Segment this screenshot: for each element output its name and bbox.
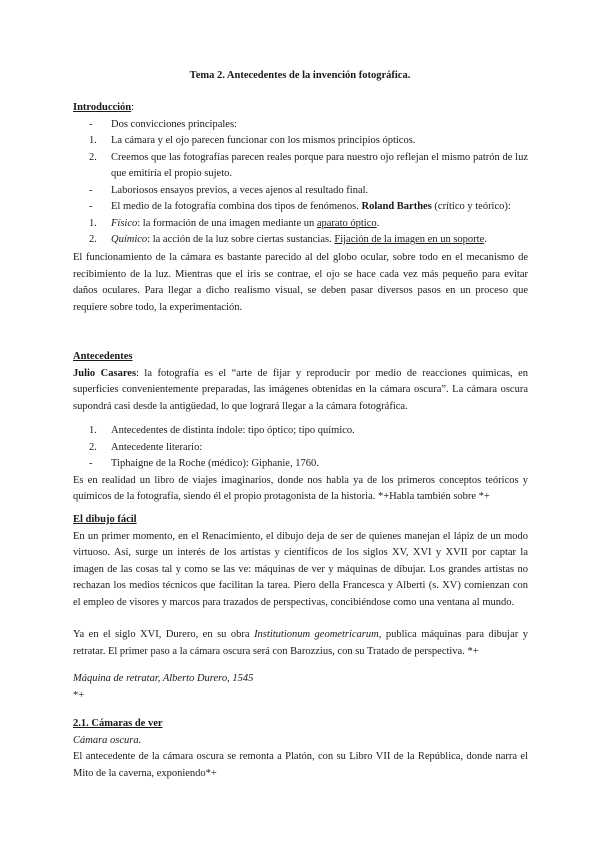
paragraph-text: El antecedente de la cámara oscura se remonta a Platón, con su Libro VII de la República, donde narra el Mito de la caverna, exponiendo*+ bbox=[73, 751, 528, 779]
antecedentes-heading: Antecedentes bbox=[73, 351, 133, 362]
list-item-text: Tiphaigne de la Roche (médico): Giphanie, 1760. bbox=[111, 458, 319, 469]
list-item-text: Laboriosos ensayos previos, a veces ajenos al resultado final. bbox=[111, 184, 369, 196]
list-marker: 2. bbox=[89, 234, 97, 245]
list-marker: 2. bbox=[89, 441, 97, 453]
term-fisico: Físico bbox=[111, 217, 138, 229]
figure-caption: Máquina de retratar, Alberto Durero, 1545 bbox=[73, 673, 254, 684]
camaras-heading: 2.1. Cámaras de ver bbox=[73, 718, 163, 729]
list-marker: 2. bbox=[89, 151, 97, 163]
list-marker: 1. bbox=[89, 217, 97, 229]
list-item-text-end: . bbox=[484, 234, 487, 245]
paragraph-text-end: , publica máquinas para dibujar y retratar. El primer paso a la cámara oscura será con Barozzius, con su Tratado de perspectiva. *+ bbox=[73, 629, 528, 657]
body-paragraph bbox=[73, 250, 528, 316]
list-item-text: Antecedente literario: bbox=[111, 441, 203, 453]
term-quimico: Químico bbox=[111, 234, 148, 245]
list-marker: - bbox=[89, 458, 93, 469]
list-marker: - bbox=[89, 201, 93, 212]
figure-caption-block bbox=[73, 671, 528, 704]
paragraph-text: : la fotografía es el “arte de fijar y reproducir por medio de reacciones químicas, en superficies convenientemente preparadas, las imágenes obtenidas en la cámara oscura”. La cámara oscura supondrá casi desde la antigüedad, lo que logrará llegar a la cámara fotográfica. bbox=[73, 367, 529, 412]
underlined-term: Fijación de la imagen en un soporte bbox=[334, 234, 485, 245]
list-marker: - bbox=[89, 118, 93, 130]
intro-section bbox=[73, 100, 528, 249]
list-item bbox=[73, 117, 528, 134]
list-item-text: Antecedentes de distinta índole: tipo óptico; tipo químico. bbox=[111, 425, 355, 436]
list-item bbox=[73, 456, 528, 473]
list-marker: 1. bbox=[89, 425, 97, 436]
list-item-text: El medio de la fotografía combina dos tipos de fenómenos. bbox=[111, 201, 362, 212]
antecedentes-section bbox=[73, 349, 528, 415]
paragraph-text: El funcionamiento de la cámara es bastante parecido al del globo ocular, sobre todo en el mecanismo de recibimiento de la luz. Mientras que el iris se contrae, el ojo se hace cada vez más pequeño para evitar daños oculares. Para llegar a dicho realismo visual, se deben pasar diversos pasos en un proceso que requiere sobre todo, la experimentación. bbox=[73, 252, 528, 313]
list-item bbox=[73, 150, 528, 183]
list-item-text: : la formación de una imagen mediante un bbox=[137, 217, 317, 229]
dibujo-heading: El dibujo fácil bbox=[73, 514, 137, 525]
camaras-subheading: Cámara oscura. bbox=[73, 734, 142, 746]
list-item bbox=[73, 183, 528, 200]
list-item-text: Dos convicciones principales: bbox=[111, 118, 237, 130]
paragraph-text: Ya en el siglo XVI, Durero, en su obra bbox=[73, 629, 255, 640]
author-name: Roland Barthes bbox=[361, 201, 432, 212]
list-marker: - bbox=[89, 184, 93, 196]
durero-paragraph bbox=[73, 627, 528, 660]
intro-heading-line bbox=[73, 100, 528, 117]
list-item bbox=[73, 133, 528, 150]
list-item bbox=[73, 423, 528, 440]
list-item bbox=[73, 232, 528, 249]
list-item bbox=[73, 199, 528, 216]
list-item bbox=[73, 216, 528, 233]
list-item-text: Creemos que las fotografías parecen reales porque para nuestro ojo reflejan el mismo patrón de luz que emitiría el propio sujeto. bbox=[111, 151, 528, 179]
camaras-section bbox=[73, 716, 528, 782]
list-item-text-end: (crítico y teórico): bbox=[431, 201, 511, 212]
intro-heading-colon: : bbox=[131, 102, 135, 113]
list-marker: 1. bbox=[89, 135, 97, 146]
paragraph-text: Es en realidad un libro de viajes imaginarios, donde nos habla ya de los primeros conceptos teóricos y químicos de la fotografía, siendo él el propio protagonista de la historia. *+Habla también sobre *+ bbox=[73, 474, 528, 502]
document-title: Tema 2. Antecedentes de la invención fotográfica. bbox=[189, 70, 411, 81]
paragraph-text: En un primer momento, en el Renacimiento, el dibujo deja de ser de quienes manejan el lápiz de un modo virtuoso. Así, surge un interés de los artistas y científicos de los siglos XV, XVI y XVII por captar la imagen de las cosas tal y como se las ve: máquinas de ver y máquinas de dibujar. Los grandes artistas no rechazan los medios técnicos que facilitan la tarea. Piero della Francesca y Alberti (s. XV) comienzan con el empleo de visores y marcos para trazados de perspectivas, concibiéndose como una ventana al mundo. bbox=[73, 530, 528, 608]
book-title: Institutionum geometricarum bbox=[254, 629, 379, 640]
dibujo-section bbox=[73, 512, 528, 611]
caption-mark: *+ bbox=[73, 689, 85, 701]
antecedentes-list bbox=[73, 423, 528, 506]
list-item bbox=[73, 440, 528, 457]
list-item-text-end: . bbox=[376, 217, 380, 229]
underlined-term: aparato óptico bbox=[316, 217, 377, 229]
list-item-text: La cámara y el ojo parecen funcionar con los mismos principios ópticos. bbox=[111, 135, 416, 146]
intro-heading: Introducción bbox=[73, 102, 132, 113]
list-item-text: : la acción de la luz sobre ciertas sustancias. bbox=[147, 234, 335, 245]
author-name: Julio Casares bbox=[73, 367, 137, 379]
